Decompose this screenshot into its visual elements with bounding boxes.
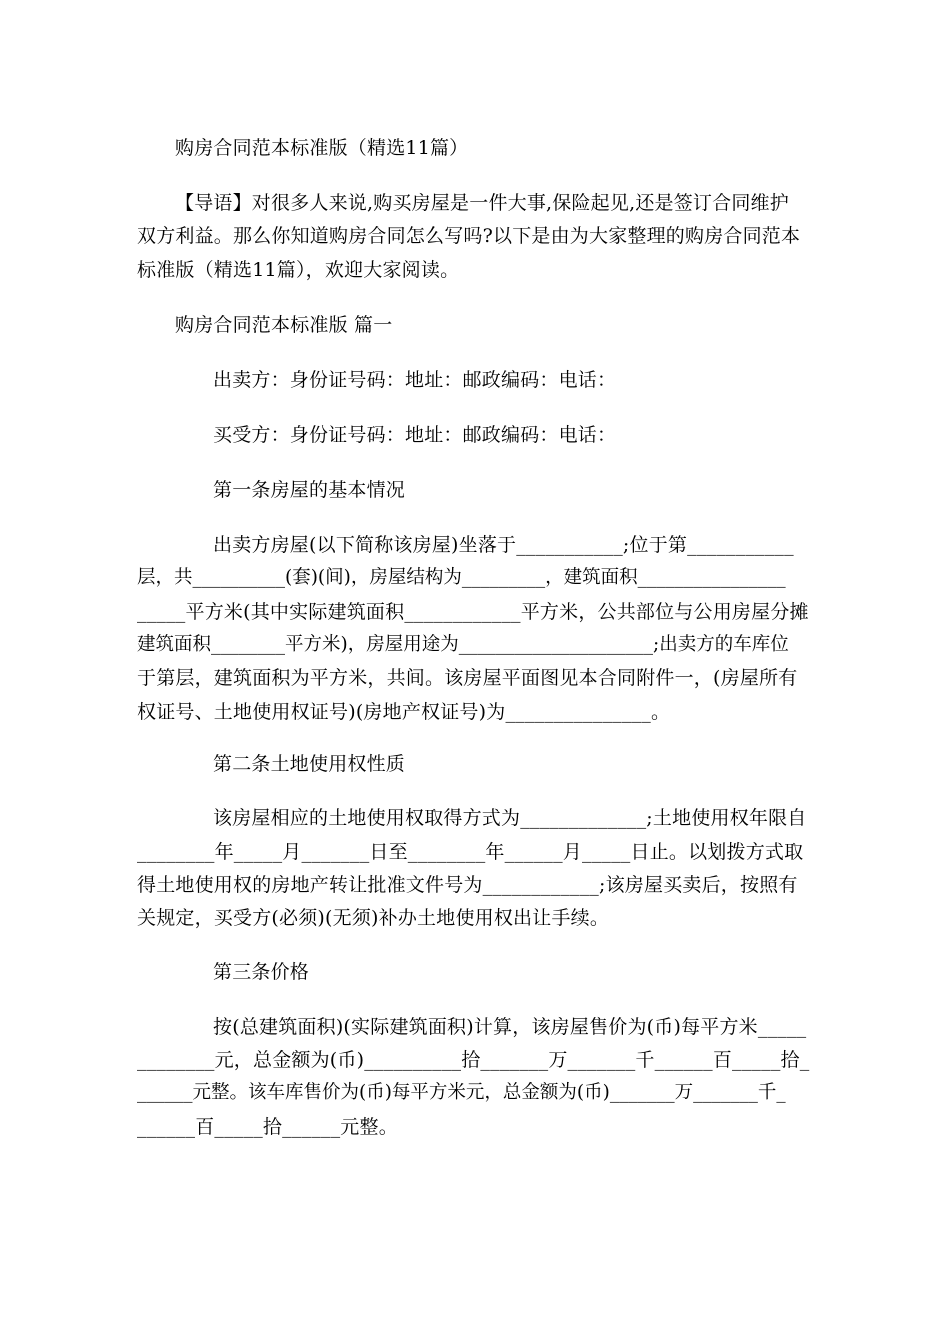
article-2-heading: 第二条土地使用权性质	[213, 753, 406, 775]
article-1-line: 出卖方房屋(以下简称该房屋)坐落于___________;位于第___________	[213, 534, 794, 556]
article-1-line: _____平方米(其中实际建筑面积____________平方米，公共部位与公用房屋分摊	[137, 601, 809, 623]
article-1-heading: 第一条房屋的基本情况	[213, 479, 406, 501]
article-1-line: 于第层，建筑面积为平方米，共间。该房屋平面图见本合同附件一，(房屋所有	[137, 667, 798, 689]
article-1-line: 层，共__________(套)(间)，房屋结构为_________，建筑面积________________	[137, 567, 786, 588]
article-1-line: 权证号、土地使用权证号)(房地产权证号)为_______________。	[137, 701, 671, 723]
seller-info-line: 出卖方：身份证号码：地址：邮政编码：电话：	[213, 369, 617, 391]
buyer-info-line: 买受方：身份证号码：地址：邮政编码：电话：	[213, 424, 617, 446]
article-2-line: 该房屋相应的土地使用权取得方式为_____________;土地使用权年限自	[213, 807, 807, 829]
article-2-line: ________年_____月_______日至________年______月_____日止。以划拨方式取	[137, 841, 804, 863]
article-2-line: 关规定，买受方(必须)(无须)补办土地使用权出让手续。	[137, 907, 610, 929]
article-3-line: ______百_____拾______元整。	[137, 1116, 398, 1138]
intro-line: 双方利益。那么你知道购房合同怎么写吗?以下是由为大家整理的购房合同范本	[137, 225, 801, 247]
article-2-line: 得土地使用权的房地产转让批准文件号为____________;该房屋买卖后，按照有	[137, 874, 798, 896]
section-heading: 购房合同范本标准版 篇一	[175, 314, 393, 336]
intro-line: 【导语】对很多人来说,购买房屋是一件大事,保险起见,还是签订合同维护	[175, 192, 789, 214]
article-3-line: ________元，总金额为(币)__________拾_______万_______千______百_____拾_	[137, 1049, 810, 1071]
article-3-line: 按(总建筑面积)(实际建筑面积)计算，该房屋售价为(币)每平方米_____	[213, 1016, 807, 1038]
intro-line: 标准版（精选11篇），欢迎大家阅读。	[137, 259, 460, 281]
article-3-line: ______元整。该车库售价为(币)每平方米元，总金额为(币)_______万_______千_	[137, 1082, 786, 1103]
article-1-line: 建筑面积________平方米)，房屋用途为_____________________;出卖方的车库位	[137, 634, 789, 655]
article-3-heading: 第三条价格	[213, 961, 310, 983]
document-title: 购房合同范本标准版（精选11篇）	[175, 137, 469, 159]
